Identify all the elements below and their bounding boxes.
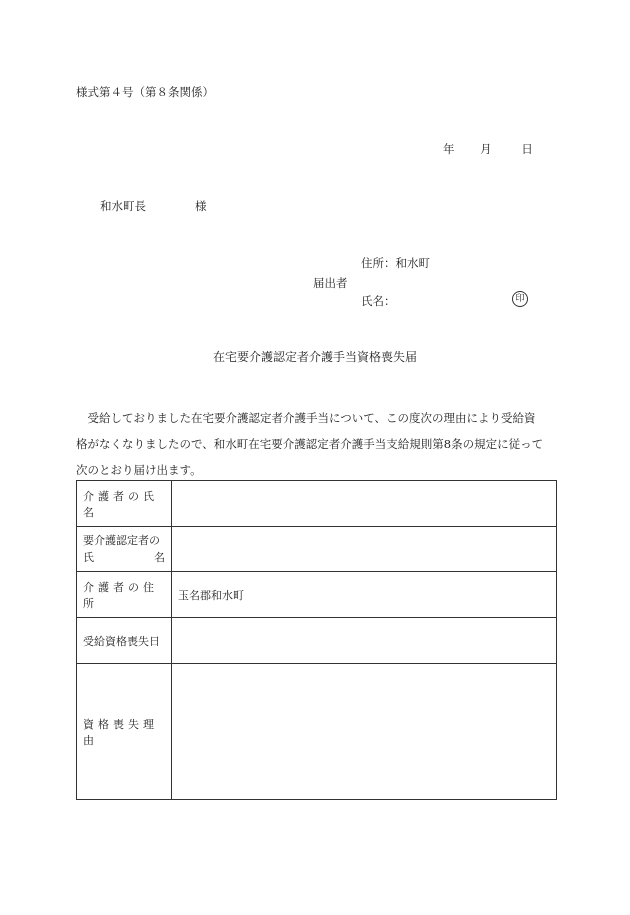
body-line-2: 格がなくなりましたので、和水町在宅要介護認定者介護手当支給規則第8条の規定に従って xyxy=(76,437,544,451)
seal-icon: 印 xyxy=(512,291,528,307)
addressee-name: 和水町長 xyxy=(100,199,146,213)
table-row xyxy=(77,527,557,572)
date-year-label: 年 xyxy=(443,142,455,156)
applicant-name-label: 氏名： xyxy=(361,294,396,308)
care-recipient-label-line2: 氏 名 xyxy=(83,551,165,564)
care-recipient-name-field[interactable] xyxy=(172,527,557,572)
form-table xyxy=(76,480,557,800)
caregiver-address-field[interactable]: 玉名郡和水町 xyxy=(172,572,557,618)
document-title: 在宅要介護認定者介護手当資格喪失届 xyxy=(212,350,417,364)
table-row xyxy=(77,572,557,618)
loss-date-label: 受給資格喪失日 xyxy=(77,618,172,664)
body-line-3: 次のとおり届け出ます。 xyxy=(76,463,202,477)
table-row xyxy=(77,664,557,800)
loss-date-field[interactable] xyxy=(172,618,557,664)
applicant-role-label: 届出者 xyxy=(313,276,348,290)
date-month-label: 月 xyxy=(480,142,492,156)
loss-reason-field[interactable] xyxy=(172,664,557,800)
date-line xyxy=(443,141,533,157)
form-number: 様式第４号（第８条関係） xyxy=(76,85,214,99)
care-recipient-label-line1: 要介護認定者の xyxy=(83,534,160,547)
addressee-honorific: 様 xyxy=(195,199,207,213)
body-line-1: 受給しておりました在宅要介護認定者介護手当について、この度次の理由により受給資 xyxy=(87,411,536,425)
table-row xyxy=(77,618,557,664)
loss-reason-label: 資格喪失理由 xyxy=(77,664,172,800)
caregiver-name-field[interactable] xyxy=(172,481,557,527)
applicant-address: 住所：和水町 xyxy=(361,256,430,270)
body-paragraph xyxy=(76,405,556,483)
caregiver-name-label: 介護者の氏名 xyxy=(77,481,172,527)
caregiver-address-label: 介護者の住所 xyxy=(77,572,172,618)
care-recipient-name-label xyxy=(77,527,172,572)
date-day-label: 日 xyxy=(521,142,533,156)
table-row xyxy=(77,481,557,527)
